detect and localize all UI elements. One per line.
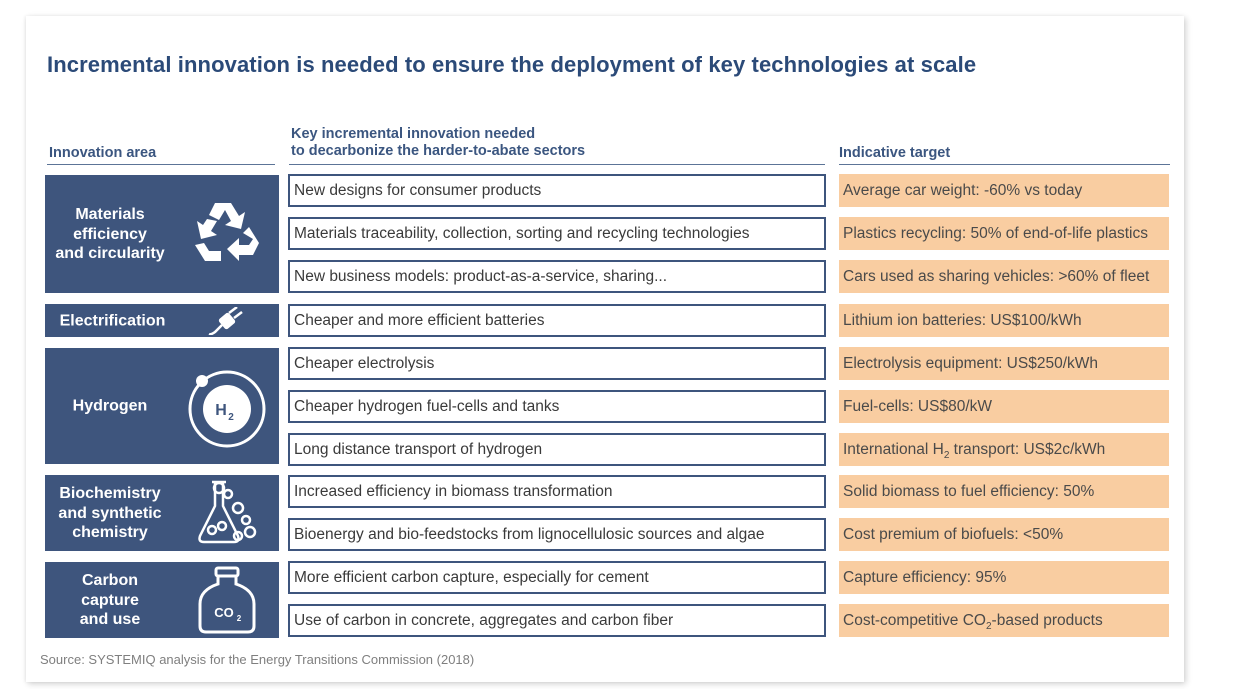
co2-jar-icon [175,562,279,638]
header-innovation-line2: to decarbonize the harder-to-abate sectors [291,143,586,159]
target-cell: Cost premium of biofuels: <50% [839,518,1169,551]
target-cell: Plastics recycling: 50% of end-of-life plastics [839,217,1169,250]
header-indicative-target: Indicative target [839,145,951,161]
innovation-row: Long distance transport of hydrogen [288,433,826,466]
page-title: Incremental innovation is needed to ensure the deployment of key technologies at scale [47,52,977,77]
svg-text:2: 2 [236,614,242,623]
target-cell: Capture efficiency: 95% [839,561,1169,594]
header-innovation-area: Innovation area [49,145,157,161]
area-label-biochemistry: Biochemistry and synthetic chemistry [58,484,162,541]
target-cell: Cars used as sharing vehicles: >60% of fleet [839,260,1169,293]
innovation-row: New business models: product-as-a-service, sharing... [288,260,826,293]
area-label-carbon-capture: Carbon capture and use [79,571,141,628]
innovation-row: Cheaper and more efficient batteries [288,304,826,337]
area-label-materials: Materials efficiency and circularity [55,205,165,262]
target-cell: Fuel-cells: US$80/kW [839,390,1169,423]
flask-icon [175,475,279,551]
header-underline-target [839,164,1170,165]
innovation-row: Bioenergy and bio-feedstocks from lignocellulosic sources and algae [288,518,826,551]
area-label-electrification: Electrification [59,311,166,329]
svg-text:2: 2 [228,412,234,423]
source-note: Source: SYSTEMIQ analysis for the Energy Transitions Commission (2018) [40,652,475,667]
plug-icon [175,304,279,337]
area-materials [45,175,279,293]
target-cell: Cost-competitive $CO_2$-based products [839,604,1169,637]
innovation-row: Materials traceability, collection, sorting and recycling technologies [288,217,826,250]
innovation-row: More efficient carbon capture, especially for cement [288,561,826,594]
area-biochemistry [45,475,279,551]
header-underline-area [47,164,275,165]
svg-text:CO: CO [214,605,234,620]
innovation-row: Increased efficiency in biomass transformation [288,475,826,508]
innovation-row: New designs for consumer products [288,174,826,207]
area-carbon-capture [45,562,279,638]
h2-atom-icon [175,348,279,464]
recycle-icon [175,175,279,293]
area-label-hydrogen: Hydrogen [72,397,148,415]
target-cell: International $H_2$ transport: US$2c/kWh [839,433,1169,466]
svg-text:H: H [215,402,227,419]
header-innovation-line1: Key incremental innovation needed [291,126,536,142]
area-electrification [45,304,279,337]
target-cell: Electrolysis equipment: US$250/kWh [839,347,1169,380]
target-cell: Solid biomass to fuel efficiency: 50% [839,475,1169,508]
target-cell: Lithium ion batteries: US$100/kWh [839,304,1169,337]
innovation-row: Use of carbon in concrete, aggregates and carbon fiber [288,604,826,637]
innovation-row: Cheaper electrolysis [288,347,826,380]
innovation-row: Cheaper hydrogen fuel-cells and tanks [288,390,826,423]
header-underline-innovation [289,164,825,165]
area-hydrogen [45,348,279,464]
target-cell: Average car weight: -60% vs today [839,174,1169,207]
